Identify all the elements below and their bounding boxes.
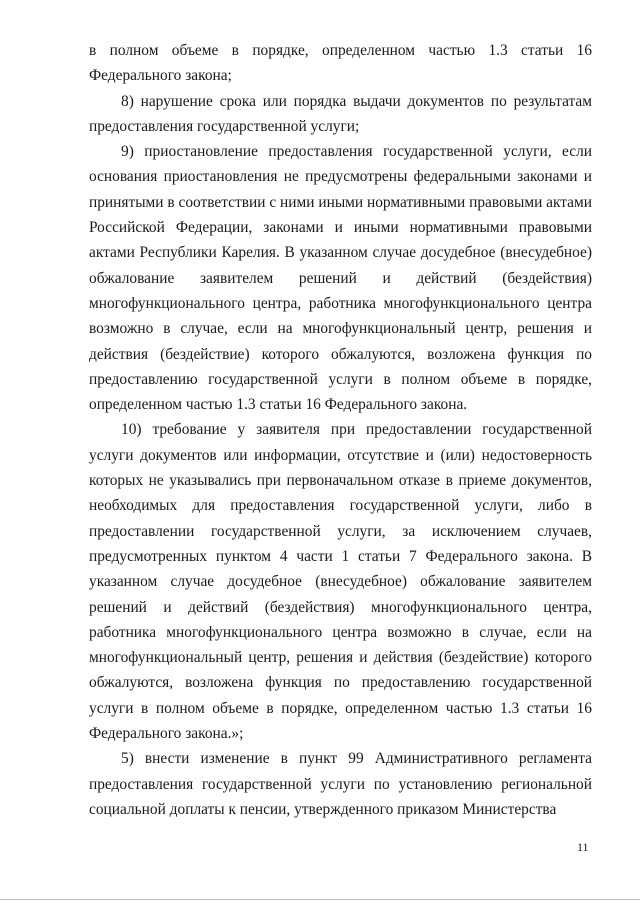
body-text <box>89 38 592 822</box>
paragraph-continuation: в полном объеме в порядке, определенном частью 1.3 статьи 16 Федерального закона; <box>89 42 592 85</box>
paragraph-item-5: 5) внести изменение в пункт 99 Административного регламента предоставления государственной услуги по установлению региональной социальной доплаты к пенсии, утвержденного приказом Министерства <box>89 750 592 818</box>
bottom-rule <box>0 899 640 900</box>
page-number: 11 <box>577 840 589 854</box>
paragraph-item-8: 8) нарушение срока или порядка выдачи документов по результатам предоставления государственной услуги; <box>89 92 592 135</box>
paragraph-item-9: 9) приостановление предоставления государственной услуги, если основания приостановления не предусмотрены федеральными законами и принятыми в соответствии с ними иными нормативными правовыми актами Российской Федерации, законами и иными нормативными правовыми актами Республики Карелия. В указанном случае досудебное (внесудебное) обжалование заявителем решений и действий (бездействия) многофункционального центра, работника многофункционального центра возможно в случае, если на многофункциональный центр, решения и действия (бездействие) которого обжалуются, возложена функция по предоставлению государственной услуги в полном объеме в порядке, определенном частью 1.3 статьи 16 Федерального закона. <box>89 143 592 414</box>
paragraph-item-10: 10) требование у заявителя при предоставлении государственной услуги документов или информации, отсутствие и (или) недостоверность которых не указывались при первоначальном отказе в приеме документов, необходимых для предоставления государственной услуги, либо в предоставлении государственной услуги, за исключением случаев, предусмотренных пунктом 4 части 1 статьи 7 Федерального закона. В указанном случае досудебное (внесудебное) обжалование заявителем решений и действий (бездействия) многофункционального центра, работника многофункционального центра возможно в случае, если на многофункциональный центр, решения и действия (бездействие) которого обжалуются, возложена функция по предоставлению государственной услуги в полном объеме в порядке, определенном частью 1.3 статьи 16 Федерального закона.»; <box>89 421 592 743</box>
